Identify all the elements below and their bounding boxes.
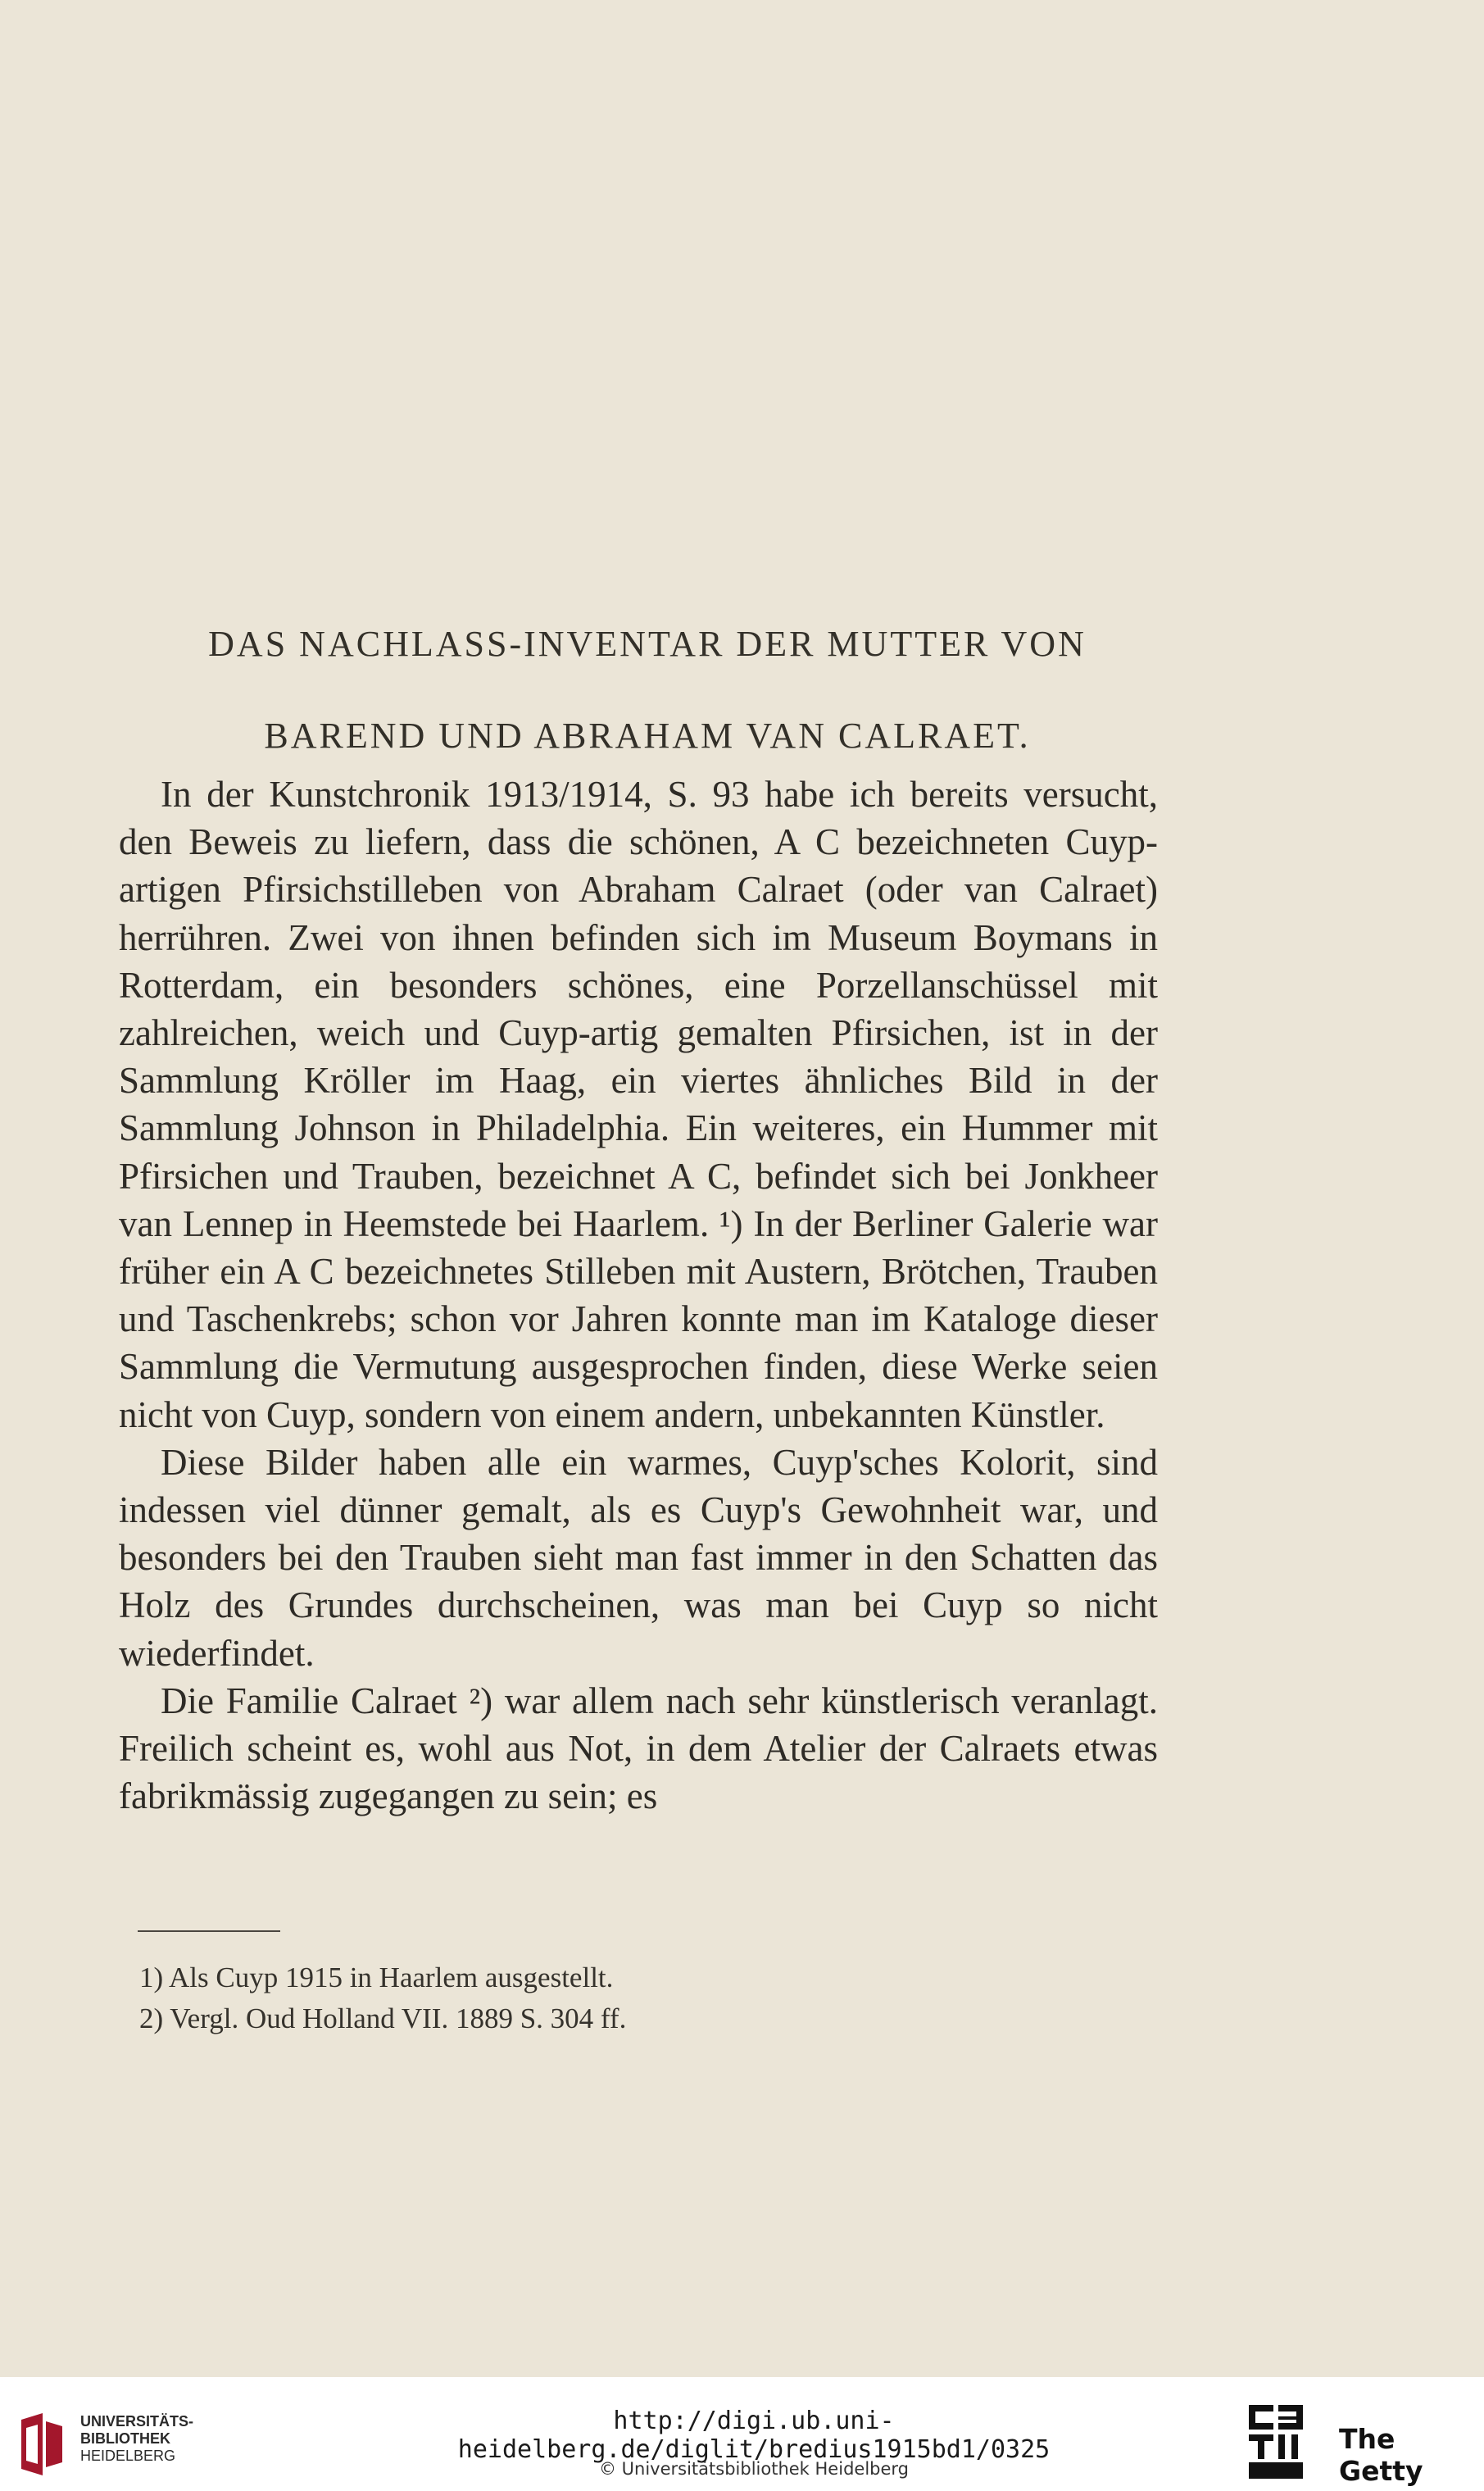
article-title (123, 598, 1172, 782)
footnotes (139, 1957, 626, 2039)
digitization-footer (0, 2377, 1484, 2491)
permalink-url[interactable]: http://digi.ub.uni-heidelberg.de/diglit/bredius1915bd1/0325 (457, 2407, 1051, 2464)
getty-label: The Getty (1339, 2423, 1423, 2487)
article-body (119, 770, 1158, 1820)
footnote-divider (138, 1930, 280, 1932)
title-line-1: DAS NACHLASS-INVENTAR DER MUTTER VON (208, 624, 1087, 664)
ub-label-line-2: BIBLIOTHEK (80, 2430, 170, 2447)
footnote-1: 1) Als Cuyp 1915 in Haarlem ausgestellt. (139, 1961, 614, 1993)
ub-heidelberg-logo-icon (15, 2411, 69, 2477)
ub-heidelberg-label (80, 2413, 193, 2465)
ub-label-line-3: HEIDELBERG (80, 2448, 176, 2464)
getty-logo-icon (1246, 2402, 1306, 2482)
footnote-2: 2) Vergl. Oud Holland VII. 1889 S. 304 ff. (139, 2002, 627, 2034)
ub-label-line-1: UNIVERSITÄTS- (80, 2413, 194, 2430)
title-line-2: BAREND UND ABRAHAM VAN CALRAET. (264, 716, 1031, 756)
paragraph-2: Diese Bilder haben alle ein warmes, Cuyp'sches Kolorit, sind indessen viel dünner gemalt, als es Cuyp's Gewohnheit war, und besonders bei den Trauben sieht man fast immer in den Schatten das Holz des Grundes durchscheinen, was man bei Cuyp so nicht wiederfindet. (119, 1441, 1158, 1674)
paragraph-3: Die Familie Calraet ²) war allem nach sehr künstlerisch veranlagt. Freilich scheint es, wohl aus Not, in dem Atelier der Calraets etwas fabrikmässig zugegangen zu sein; es (119, 1680, 1158, 1817)
copyright-notice: © Universitätsbibliothek Heidelberg (598, 2459, 909, 2479)
paragraph-1: In der Kunstchronik 1913/1914, S. 93 habe ich bereits versucht, den Beweis zu liefern, dass die schönen, A C bezeichneten Cuyp-artigen Pfirsichstilleben von Abraham Calraet (oder van Calraet) herrühren. Zwei von ihnen befinden sich im Museum Boymans in Rotterdam, ein besonders schönes, eine Porzellanschüssel mit zahlreichen, weich und Cuyp-artig gemalten Pfirsichen, ist in der Sammlung Kröller im Haag, ein viertes ähnliches Bild in der Sammlung Johnson in Philadelphia. Ein weiteres, ein Hummer mit Pfirsichen und Trauben, bezeichnet A C, befindet sich bei Jonkheer van Lennep in Heemstede bei Haarlem. ¹) In der Berliner Galerie war früher ein A C bezeichnetes Stilleben mit Austern, Brötchen, Trauben und Taschenkrebs; schon vor Jahren konnte man im Kataloge dieser Sammlung die Vermutung ausgesprochen finden, diese Werke seien nicht von Cuyp, sondern von einem andern, unbekannten Künstler. (119, 774, 1158, 1435)
